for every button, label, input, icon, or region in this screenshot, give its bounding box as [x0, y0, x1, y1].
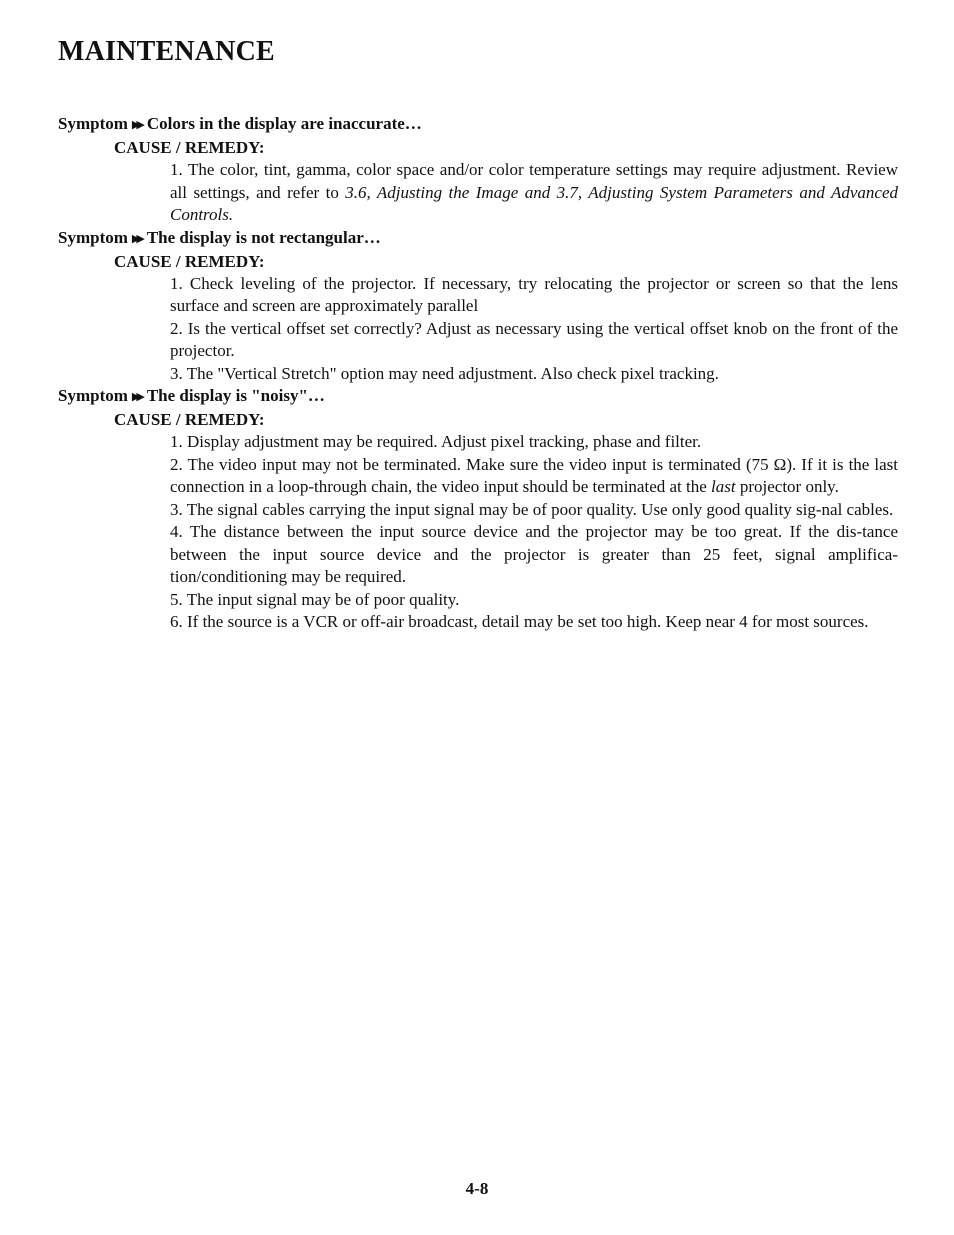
remedy-item: 2. Is the vertical offset set correctly? Adjust as necessary using the vertical offset knob on the front of the projector. — [170, 318, 898, 360]
cause-remedy-label: CAUSE / REMEDY: — [114, 251, 265, 271]
remedy-item: 5. The input signal may be of poor quality. — [170, 589, 460, 609]
double-arrow-icon: ▶▶ — [131, 391, 141, 403]
symptom-text: Colors in the display are inaccurate… — [146, 114, 422, 133]
cause-remedy-label: CAUSE / REMEDY: — [114, 138, 265, 157]
double-arrow-icon: ▶▶ — [131, 119, 141, 131]
cause-remedy-label: CAUSE / REMEDY: — [114, 410, 265, 429]
remedy-text: projector only. — [735, 477, 839, 496]
remedy-item: 1. Check leveling of the projector. If necessary, try relocating the projector or screen so that the lens surface and screen are approximately parallel — [170, 273, 898, 315]
double-arrow-icon: ▶▶ — [131, 232, 141, 245]
remedy-text: 2. The video input may not be terminated. Make sure the video input is terminated (75 Ω). If it is the last connection in a loop-through chain, the video input should be terminated at the — [170, 454, 898, 496]
symptom-heading — [58, 113, 898, 137]
remedy-item: 3. The "Vertical Stretch" option may need adjustment. Also check pixel tracking. — [170, 363, 719, 383]
remedy-list — [170, 159, 898, 227]
remedy-emphasis: last — [711, 477, 736, 496]
symptom-text: The display is "noisy"… — [146, 386, 325, 405]
symptom-section — [58, 385, 898, 634]
symptom-label: Symptom — [58, 386, 128, 405]
symptom-section — [58, 227, 898, 386]
troubleshooting-content — [58, 113, 898, 634]
remedy-list — [170, 431, 898, 634]
page-number: 4-8 — [465, 1179, 489, 1198]
symptom-label: Symptom — [58, 227, 128, 247]
symptom-label: Symptom — [58, 114, 128, 133]
remedy-item — [170, 159, 898, 227]
remedy-list — [170, 273, 898, 386]
remedy-text: 1. The color, tint, gamma, color space and/or color temperature settings may require adjustment. Review all settings, and refer to — [170, 160, 898, 202]
remedy-item: 6. If the source is a VCR or off-air broadcast, detail may be set too high. Keep near 4 for most sources. — [170, 612, 869, 631]
symptom-heading — [58, 385, 898, 409]
remedy-item — [170, 454, 898, 499]
symptom-section — [58, 113, 898, 227]
symptom-heading — [58, 227, 898, 251]
remedy-item: 1. Display adjustment may be required. Adjust pixel tracking, phase and filter. — [170, 432, 702, 451]
remedy-item: 4. The distance between the input source device and the projector may be too great. If the dis-tance between the input source device and the projector is greater than 25 feet, signal amplifica-tion/conditioning may be required. — [170, 522, 898, 586]
symptom-text: The display is not rectangular… — [146, 227, 381, 247]
page-title: MAINTENANCE — [58, 36, 275, 67]
remedy-reference: 3.6, Adjusting the Image and 3.7, Adjusting System Parameters and Advanced Controls. — [170, 182, 898, 224]
remedy-item: 3. The signal cables carrying the input signal may be of poor quality. Use only good quality sig-nal cables. — [170, 499, 894, 519]
